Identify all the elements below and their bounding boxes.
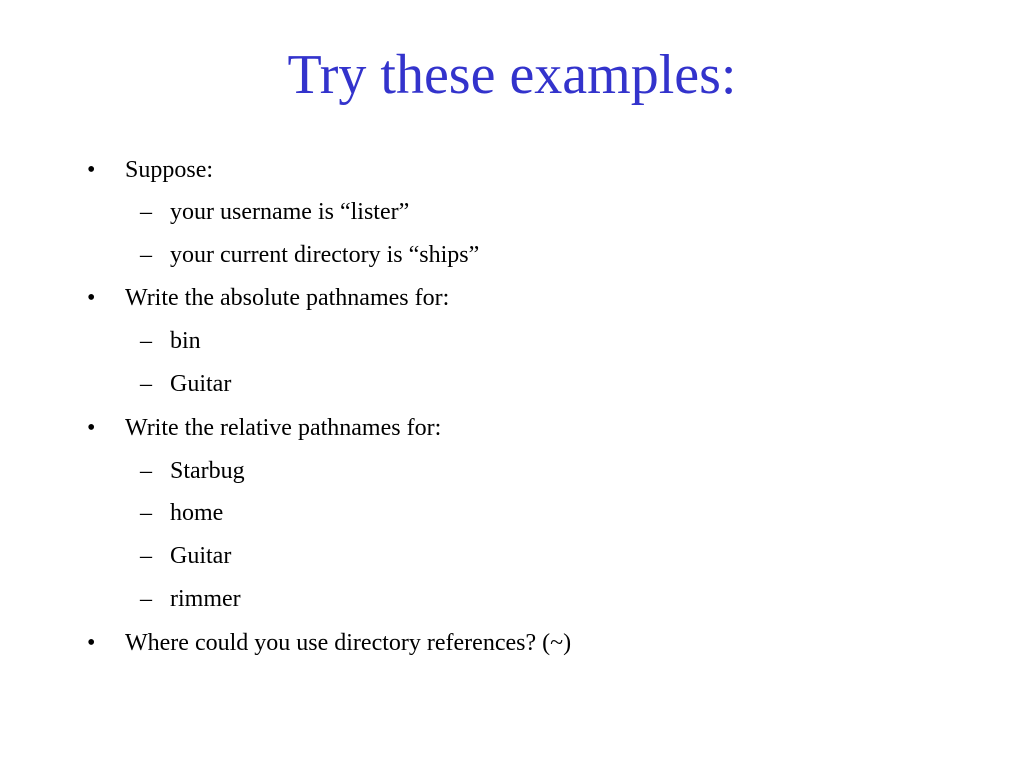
dash-marker: –: [140, 371, 152, 397]
dash-marker: –: [140, 458, 152, 484]
sub-item-text: home: [170, 500, 224, 526]
sub-item-text: Guitar: [170, 371, 232, 397]
sub-item-starbug: [140, 456, 245, 486]
sub-item-text: your current directory is “ships”: [170, 242, 480, 268]
sub-item-text: Guitar: [170, 543, 232, 569]
sub-item-current-directory: [140, 240, 480, 270]
dash-marker: –: [140, 242, 152, 268]
dash-marker: –: [140, 199, 152, 225]
sub-item-rimmer: [140, 584, 241, 614]
dash-marker: –: [140, 500, 152, 526]
sub-item-username: [140, 197, 410, 227]
bullet-item-suppose: [87, 155, 214, 185]
dash-marker: –: [140, 543, 152, 569]
bullet-item-relative-pathnames: [87, 413, 442, 443]
sub-item-text: Starbug: [170, 458, 245, 484]
sub-item-home: [140, 498, 224, 528]
sub-item-text: rimmer: [170, 586, 241, 612]
sub-item-guitar-relative: [140, 541, 232, 571]
bullet-text: Suppose:: [125, 157, 214, 183]
sub-item-text: bin: [170, 328, 201, 354]
bullet-item-directory-references: [87, 628, 572, 658]
slide-title: Try these examples:: [287, 44, 737, 106]
bullet-text: Write the relative pathnames for:: [125, 415, 442, 441]
dash-marker: –: [140, 328, 152, 354]
sub-item-guitar-absolute: [140, 369, 232, 399]
bullet-marker: •: [87, 285, 96, 311]
dash-marker: –: [140, 586, 152, 612]
bullet-marker: •: [87, 415, 96, 441]
bullet-marker: •: [87, 157, 96, 183]
bullet-item-absolute-pathnames: [87, 283, 450, 313]
bullet-marker: •: [87, 630, 96, 656]
sub-item-bin: [140, 326, 201, 356]
bullet-text: Where could you use directory references? (~): [125, 630, 572, 656]
bullet-text: Write the absolute pathnames for:: [125, 285, 450, 311]
sub-item-text: your username is “lister”: [170, 199, 410, 225]
